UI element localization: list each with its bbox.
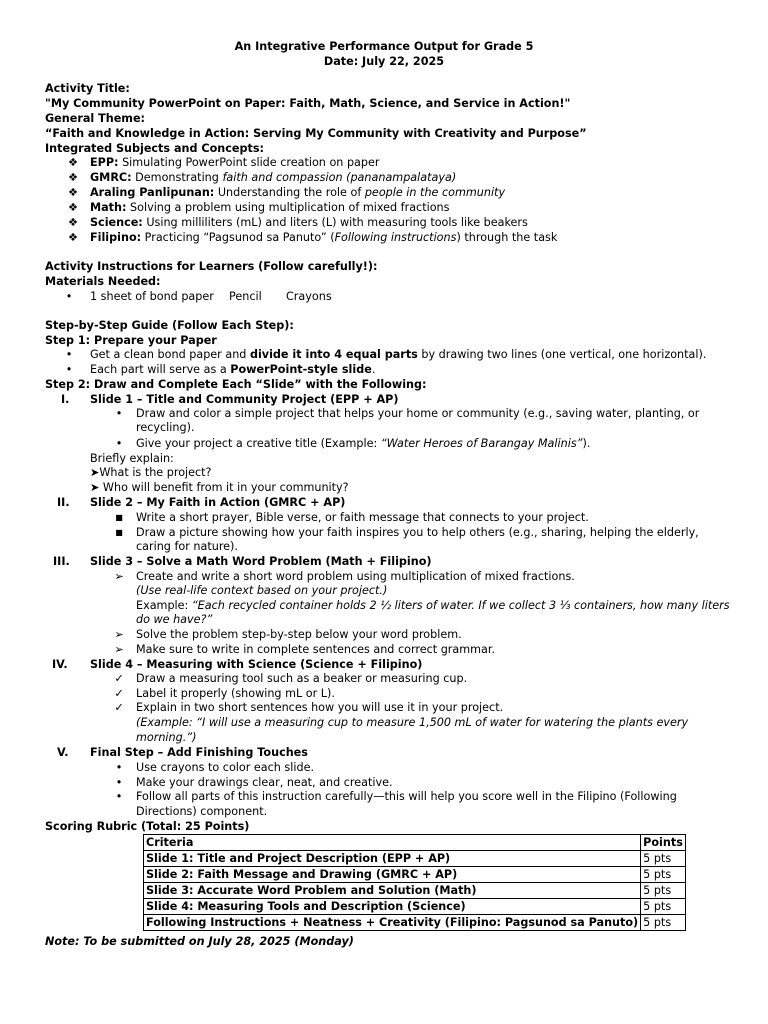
diamond-bullet-icon: ❖ [67,156,79,169]
checkmark-bullet-icon: ✓ [114,687,124,700]
bullet-icon: • [65,290,73,303]
text: Make sure to write in complete sentences and correct grammar. [136,643,496,656]
slide-3-note: (Use real-life context based on your project.) [136,584,388,597]
square-bullet-icon: ■ [115,528,123,537]
text: Get a clean bond paper and [90,348,250,361]
diamond-bullet-icon: ❖ [67,216,79,229]
bullet-icon: • [115,776,123,789]
slide-title: Final Step – Add Finishing Touches [90,746,308,759]
criteria-cell: Slide 2: Faith Message and Drawing (GMRC + AP) [144,867,641,883]
bullet-icon: • [65,363,73,376]
step2-heading: Step 2: Draw and Complete Each “Slide” with the Following: [45,378,427,391]
roman-numeral: I. [61,393,70,406]
criteria-cell: Slide 3: Accurate Word Problem and Solution (Math) [144,883,641,899]
slide-4-example: (Example: “I will use a measuring cup to measure 1,500 mL of water for watering the plants every [136,716,689,729]
text: Draw a picture showing how your faith inspires you to help others (e.g., sharing, helping the elderly, [136,526,699,539]
rubric-heading: Scoring Rubric (Total: 25 Points) [45,820,250,833]
subject-text: Simulating PowerPoint slide creation on paper [118,156,380,169]
arrow-bullet-icon: ➢ [114,628,124,641]
criteria-cell: Slide 4: Measuring Tools and Description (Science) [144,899,641,915]
text-bold: divide it into 4 equal parts [249,348,418,361]
text: Write a short prayer, Bible verse, or faith message that connects to your project. [136,511,589,524]
text-italic: “Each recycled container holds 2 ½ liters of water. If we collect 3 ⅓ containers, how many liters [191,599,730,612]
subject-name: Science: [90,216,143,229]
text: Make your drawings clear, neat, and creative. [136,776,393,789]
activity-title-label: Activity Title: [45,82,130,95]
slide-2-item-cont: caring for nature). [136,540,238,553]
arrow-bullet-icon: ➢ [114,643,124,656]
text: Create and write a short word problem using multiplication of mixed fractions. [136,570,575,583]
subject-text: Understanding the role of [214,186,365,199]
text: Solve the problem step-by-step below your word problem. [136,628,462,641]
table-row [144,883,686,899]
subject-text: Demonstrating [131,171,223,184]
materials-label: Materials Needed: [45,275,161,288]
material-item: Crayons [286,290,332,303]
subject-text: Practicing “Pagsunod sa Panuto” ( [141,231,335,244]
subject-name: Math: [90,201,127,214]
general-theme-label: General Theme: [45,112,146,125]
subject-name: GMRC: [90,171,132,184]
text: Give your project a creative title (Example: [136,437,381,450]
table-row [144,851,686,867]
points-cell: 5 pts [641,883,686,899]
instructions-heading: Activity Instructions for Learners (Follow carefully!): [45,260,378,273]
bullet-icon: • [115,790,123,803]
text-italic: “Water Heroes of Barangay Malinis” [380,437,583,450]
slide-3-example [136,599,730,614]
subject-italic: people in the community [364,186,506,199]
text: Follow all parts of this instruction carefully—this will help you score well in the Filipino (Following [136,790,677,803]
text: Label it properly (showing mL or L). [136,687,335,700]
square-bullet-icon: ■ [115,513,123,522]
subject-text: Using milliliters (mL) and liters (L) with measuring tools like beakers [142,216,528,229]
text: by drawing two lines (one vertical, one horizontal). [417,348,707,361]
slide-title: Slide 4 – Measuring with Science (Science + Filipino) [90,658,423,671]
slide-title: Slide 3 – Solve a Math Word Problem (Math + Filipino) [90,555,432,568]
document-date: Date: July 22, 2025 [323,55,445,68]
table-row [144,915,686,931]
bullet-icon: • [65,348,73,361]
arrow-bullet-icon: ➢ [114,570,124,583]
diamond-bullet-icon: ❖ [67,186,79,199]
brief-question: ➤ Who will benefit from it in your community? [90,481,349,494]
text: . [371,363,376,376]
text: Example: [136,599,192,612]
diamond-bullet-icon: ❖ [67,201,79,214]
points-header: Points [641,835,686,851]
subject-italic: faith and compassion (pananampalataya) [222,171,457,184]
roman-numeral: V. [57,746,69,759]
final-step-item-cont: Directions) component. [136,805,268,818]
points-cell: 5 pts [641,899,686,915]
table-header-row [144,835,686,851]
roman-numeral: IV. [52,658,68,671]
checkmark-bullet-icon: ✓ [114,701,124,714]
activity-title-value: "My Community PowerPoint on Paper: Faith, Math, Science, and Service in Action!" [45,97,571,110]
subjects-label: Integrated Subjects and Concepts: [45,142,264,155]
text: Use crayons to color each slide. [136,761,315,774]
diamond-bullet-icon: ❖ [67,231,79,244]
subject-name: Araling Panlipunan: [90,186,215,199]
subject-name: Filipino: [90,231,142,244]
slide-1-item-cont: recycling). [136,421,195,434]
submission-note: Note: To be submitted on July 28, 2025 (Monday) [45,935,354,948]
points-cell: 5 pts [641,915,686,931]
criteria-header: Criteria [144,835,641,851]
table-row [144,899,686,915]
bullet-icon: • [115,437,123,450]
bullet-icon: • [115,761,123,774]
material-item: 1 sheet of bond paper [90,290,214,303]
points-cell: 5 pts [641,851,686,867]
table-row [144,867,686,883]
brief-question: ➤What is the project? [90,466,212,479]
step1-heading: Step 1: Prepare your Paper [45,334,217,347]
text: Draw and color a simple project that helps your home or community (e.g., saving water, planting, or [136,407,700,420]
roman-numeral: III. [53,555,70,568]
text: Explain in two short sentences how you will use it in your project. [136,701,504,714]
subject-text: Solving a problem using multiplication of mixed fractions [126,201,450,214]
text-bold: PowerPoint-style slide [230,363,372,376]
slide-3-example-cont: do we have?” [136,613,213,626]
subject-name: EPP: [90,156,119,169]
subject-text-tail: ) through the task [456,231,558,244]
bullet-icon: • [115,407,123,420]
points-cell: 5 pts [641,867,686,883]
slide-4-example-cont: morning.”) [136,731,197,744]
criteria-cell: Slide 1: Title and Project Description (EPP + AP) [144,851,641,867]
diamond-bullet-icon: ❖ [67,171,79,184]
text: Draw a measuring tool such as a beaker or measuring cup. [136,672,468,685]
text: ). [582,437,591,450]
subject-italic: Following instructions [334,231,457,244]
general-theme-value: “Faith and Knowledge in Action: Serving My Community with Creativity and Purpose” [45,127,587,140]
slide-title: Slide 1 – Title and Community Project (EPP + AP) [90,393,399,406]
checkmark-bullet-icon: ✓ [114,672,124,685]
brief-label: Briefly explain: [90,452,174,465]
roman-numeral: II. [57,496,70,509]
criteria-cell: Following Instructions + Neatness + Creativity (Filipino: Pagsunod sa Panuto) [144,915,641,931]
guide-heading: Step-by-Step Guide (Follow Each Step): [45,319,294,332]
material-item: Pencil [229,290,262,303]
slide-title: Slide 2 – My Faith in Action (GMRC + AP) [90,496,346,509]
text: Each part will serve as a [90,363,231,376]
document-title: An Integrative Performance Output for Grade 5 [234,40,534,53]
rubric-table [143,834,686,931]
